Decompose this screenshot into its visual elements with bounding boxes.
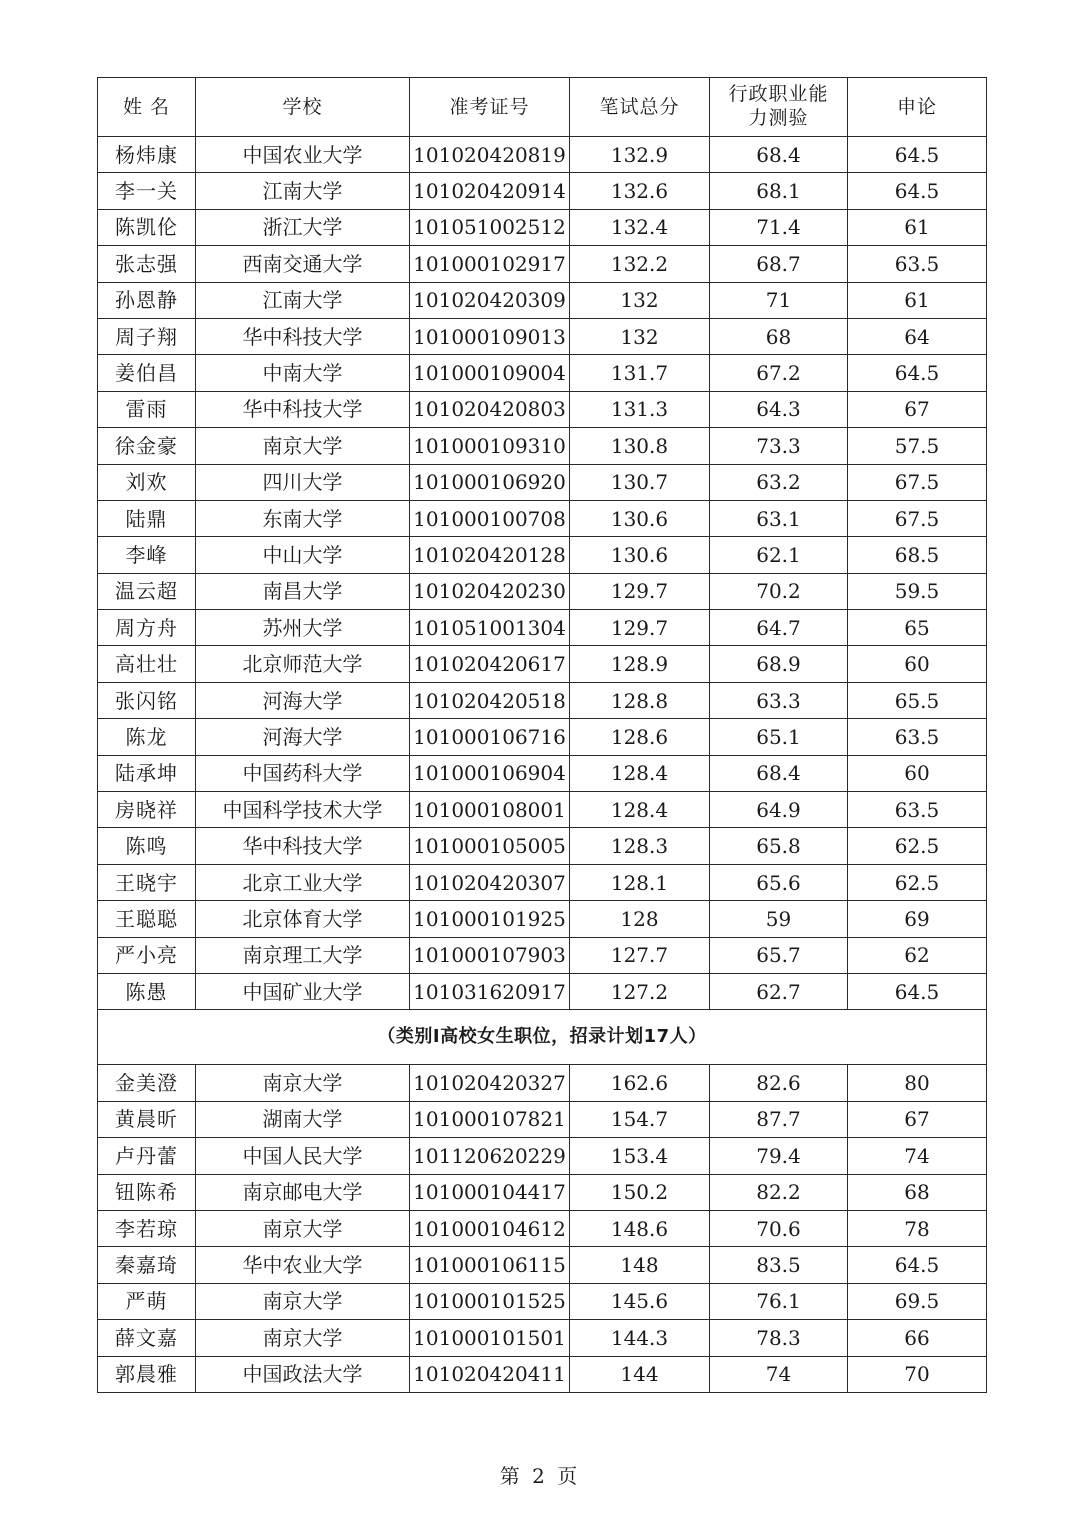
table-body [98, 137, 987, 1393]
cell-school: 中国科学技术大学 [196, 792, 410, 828]
cell-name: 孙恩静 [98, 282, 196, 318]
cell-exam-id: 101051002512 [410, 209, 570, 245]
cell-school: 北京工业大学 [196, 864, 410, 900]
table-row [98, 1247, 987, 1283]
cell-total: 130.7 [570, 464, 710, 500]
cell-exam-id: 101020420128 [410, 537, 570, 573]
cell-name: 卢丹蕾 [98, 1138, 196, 1174]
cell-school: 东南大学 [196, 500, 410, 536]
cell-shenlun: 64.5 [848, 137, 987, 173]
cell-xingce: 63.3 [710, 682, 848, 718]
cell-total: 144 [570, 1356, 710, 1392]
cell-exam-id: 101020420230 [410, 573, 570, 609]
table-row [98, 1320, 987, 1356]
table-row [98, 282, 987, 318]
cell-exam-id: 101020420327 [410, 1065, 570, 1101]
cell-name: 周方舟 [98, 610, 196, 646]
header-total: 笔试总分 [570, 78, 710, 137]
cell-school: 南京大学 [196, 428, 410, 464]
table-header [98, 78, 987, 137]
cell-name: 黄晨昕 [98, 1101, 196, 1137]
cell-total: 130.6 [570, 500, 710, 536]
cell-name: 周子翔 [98, 318, 196, 354]
table-row [98, 1210, 987, 1246]
cell-name: 温云超 [98, 573, 196, 609]
cell-name: 陆承坤 [98, 755, 196, 791]
cell-school: 江南大学 [196, 173, 410, 209]
cell-exam-id: 101020420803 [410, 391, 570, 427]
cell-xingce: 65.1 [710, 719, 848, 755]
cell-name: 陆鼎 [98, 500, 196, 536]
cell-name: 金美澄 [98, 1065, 196, 1101]
cell-name: 李若琼 [98, 1210, 196, 1246]
cell-xingce: 64.9 [710, 792, 848, 828]
cell-name: 李一关 [98, 173, 196, 209]
cell-name: 刘欢 [98, 464, 196, 500]
cell-shenlun: 63.5 [848, 246, 987, 282]
table-row [98, 137, 987, 173]
cell-shenlun: 69.5 [848, 1283, 987, 1319]
cell-total: 129.7 [570, 573, 710, 609]
table-row [98, 573, 987, 609]
cell-xingce: 71 [710, 282, 848, 318]
cell-school: 河海大学 [196, 719, 410, 755]
cell-school: 中国药科大学 [196, 755, 410, 791]
cell-exam-id: 101000106115 [410, 1247, 570, 1283]
cell-total: 131.3 [570, 391, 710, 427]
page-number: 第 2 页 [499, 1464, 581, 1488]
table-row [98, 864, 987, 900]
cell-total: 145.6 [570, 1283, 710, 1319]
header-row [98, 78, 987, 137]
cell-xingce: 71.4 [710, 209, 848, 245]
table-row [98, 1356, 987, 1392]
cell-school: 北京体育大学 [196, 901, 410, 937]
header-school: 学校 [196, 78, 410, 137]
cell-name: 陈鸣 [98, 828, 196, 864]
cell-total: 150.2 [570, 1174, 710, 1210]
cell-xingce: 65.7 [710, 937, 848, 973]
cell-shenlun: 57.5 [848, 428, 987, 464]
table-row [98, 318, 987, 354]
cell-exam-id: 101000108001 [410, 792, 570, 828]
cell-exam-id: 101000109013 [410, 318, 570, 354]
cell-xingce: 65.8 [710, 828, 848, 864]
cell-name: 杨炜康 [98, 137, 196, 173]
cell-xingce: 64.3 [710, 391, 848, 427]
table-row [98, 464, 987, 500]
cell-total: 128.8 [570, 682, 710, 718]
table-row [98, 1174, 987, 1210]
cell-exam-id: 101000106920 [410, 464, 570, 500]
cell-exam-id: 101000100708 [410, 500, 570, 536]
cell-exam-id: 101051001304 [410, 610, 570, 646]
cell-exam-id: 101000101501 [410, 1320, 570, 1356]
cell-shenlun: 60 [848, 755, 987, 791]
table-row [98, 682, 987, 718]
table-row [98, 246, 987, 282]
header-shenlun: 申论 [848, 78, 987, 137]
cell-school: 华中科技大学 [196, 828, 410, 864]
cell-school: 华中科技大学 [196, 391, 410, 427]
cell-exam-id: 101000104417 [410, 1174, 570, 1210]
cell-shenlun: 62.5 [848, 864, 987, 900]
cell-school: 南昌大学 [196, 573, 410, 609]
cell-xingce: 63.1 [710, 500, 848, 536]
cell-total: 128.4 [570, 755, 710, 791]
table-row [98, 428, 987, 464]
cell-exam-id: 101020420617 [410, 646, 570, 682]
cell-xingce: 65.6 [710, 864, 848, 900]
cell-total: 148.6 [570, 1210, 710, 1246]
cell-xingce: 76.1 [710, 1283, 848, 1319]
cell-shenlun: 67 [848, 391, 987, 427]
cell-exam-id: 101020420309 [410, 282, 570, 318]
cell-shenlun: 68.5 [848, 537, 987, 573]
table-row [98, 792, 987, 828]
cell-xingce: 82.6 [710, 1065, 848, 1101]
cell-xingce: 62.1 [710, 537, 848, 573]
cell-shenlun: 64.5 [848, 173, 987, 209]
cell-shenlun: 68 [848, 1174, 987, 1210]
cell-total: 132 [570, 282, 710, 318]
cell-xingce: 68.7 [710, 246, 848, 282]
cell-name: 王聪聪 [98, 901, 196, 937]
cell-xingce: 68.9 [710, 646, 848, 682]
cell-exam-id: 101020420307 [410, 864, 570, 900]
cell-shenlun: 61 [848, 209, 987, 245]
cell-school: 中国农业大学 [196, 137, 410, 173]
cell-total: 148 [570, 1247, 710, 1283]
cell-school: 中国政法大学 [196, 1356, 410, 1392]
cell-xingce: 87.7 [710, 1101, 848, 1137]
table-row [98, 973, 987, 1009]
cell-school: 南京大学 [196, 1065, 410, 1101]
cell-total: 132.2 [570, 246, 710, 282]
cell-school: 西南交通大学 [196, 246, 410, 282]
cell-total: 128.3 [570, 828, 710, 864]
cell-total: 132 [570, 318, 710, 354]
table-row [98, 828, 987, 864]
score-table [97, 77, 987, 1393]
cell-total: 127.7 [570, 937, 710, 973]
cell-name: 雷雨 [98, 391, 196, 427]
cell-xingce: 83.5 [710, 1247, 848, 1283]
cell-exam-id: 101031620917 [410, 973, 570, 1009]
table-row [98, 610, 987, 646]
table-row [98, 719, 987, 755]
cell-school: 南京理工大学 [196, 937, 410, 973]
cell-exam-id: 101000104612 [410, 1210, 570, 1246]
table-row [98, 1065, 987, 1101]
cell-school: 四川大学 [196, 464, 410, 500]
cell-school: 华中科技大学 [196, 318, 410, 354]
cell-school: 南京邮电大学 [196, 1174, 410, 1210]
cell-school: 中国矿业大学 [196, 973, 410, 1009]
cell-shenlun: 63.5 [848, 792, 987, 828]
table-row [98, 646, 987, 682]
cell-total: 153.4 [570, 1138, 710, 1174]
cell-shenlun: 63.5 [848, 719, 987, 755]
cell-shenlun: 78 [848, 1210, 987, 1246]
cell-exam-id: 101000101525 [410, 1283, 570, 1319]
section-title: （类别I高校女生职位，招录计划17人） [98, 1010, 987, 1065]
cell-xingce: 68.1 [710, 173, 848, 209]
cell-shenlun: 61 [848, 282, 987, 318]
cell-exam-id: 101020420914 [410, 173, 570, 209]
table-row [98, 901, 987, 937]
cell-shenlun: 67.5 [848, 464, 987, 500]
cell-shenlun: 80 [848, 1065, 987, 1101]
cell-total: 144.3 [570, 1320, 710, 1356]
cell-school: 华中农业大学 [196, 1247, 410, 1283]
cell-shenlun: 65.5 [848, 682, 987, 718]
cell-total: 128.9 [570, 646, 710, 682]
cell-school: 江南大学 [196, 282, 410, 318]
cell-exam-id: 101000101925 [410, 901, 570, 937]
table-row [98, 391, 987, 427]
cell-xingce: 63.2 [710, 464, 848, 500]
cell-xingce: 68.4 [710, 755, 848, 791]
cell-exam-id: 101120620229 [410, 1138, 570, 1174]
cell-total: 128.1 [570, 864, 710, 900]
cell-total: 154.7 [570, 1101, 710, 1137]
table-row [98, 500, 987, 536]
cell-shenlun: 64.5 [848, 1247, 987, 1283]
cell-name: 高壮壮 [98, 646, 196, 682]
cell-shenlun: 65 [848, 610, 987, 646]
cell-name: 薛文嘉 [98, 1320, 196, 1356]
cell-shenlun: 67.5 [848, 500, 987, 536]
cell-xingce: 79.4 [710, 1138, 848, 1174]
cell-school: 中山大学 [196, 537, 410, 573]
cell-shenlun: 70 [848, 1356, 987, 1392]
cell-exam-id: 101020420819 [410, 137, 570, 173]
cell-exam-id: 101000102917 [410, 246, 570, 282]
table-row [98, 537, 987, 573]
cell-xingce: 74 [710, 1356, 848, 1392]
cell-exam-id: 101020420411 [410, 1356, 570, 1392]
cell-total: 131.7 [570, 355, 710, 391]
table-row [98, 937, 987, 973]
table-row [98, 173, 987, 209]
cell-school: 南京大学 [196, 1320, 410, 1356]
cell-total: 128 [570, 901, 710, 937]
cell-total: 128.4 [570, 792, 710, 828]
cell-school: 河海大学 [196, 682, 410, 718]
cell-xingce: 78.3 [710, 1320, 848, 1356]
cell-name: 李峰 [98, 537, 196, 573]
cell-name: 严萌 [98, 1283, 196, 1319]
cell-name: 钮陈希 [98, 1174, 196, 1210]
cell-shenlun: 66 [848, 1320, 987, 1356]
cell-name: 郭晨雅 [98, 1356, 196, 1392]
cell-xingce: 68 [710, 318, 848, 354]
cell-exam-id: 101000105005 [410, 828, 570, 864]
cell-exam-id: 101000109004 [410, 355, 570, 391]
table-row [98, 355, 987, 391]
cell-name: 姜伯昌 [98, 355, 196, 391]
cell-name: 徐金豪 [98, 428, 196, 464]
cell-total: 162.6 [570, 1065, 710, 1101]
cell-shenlun: 59.5 [848, 573, 987, 609]
cell-exam-id: 101000107821 [410, 1101, 570, 1137]
cell-total: 132.6 [570, 173, 710, 209]
cell-shenlun: 64.5 [848, 973, 987, 1009]
cell-xingce: 70.2 [710, 573, 848, 609]
cell-total: 130.6 [570, 537, 710, 573]
cell-exam-id: 101000109310 [410, 428, 570, 464]
cell-xingce: 73.3 [710, 428, 848, 464]
header-name: 姓 名 [98, 78, 196, 137]
cell-total: 130.8 [570, 428, 710, 464]
cell-shenlun: 62.5 [848, 828, 987, 864]
cell-xingce: 62.7 [710, 973, 848, 1009]
cell-total: 128.6 [570, 719, 710, 755]
table-row [98, 209, 987, 245]
cell-exam-id: 101000106716 [410, 719, 570, 755]
cell-shenlun: 60 [848, 646, 987, 682]
table-row [98, 755, 987, 791]
cell-name: 严小亮 [98, 937, 196, 973]
cell-xingce: 67.2 [710, 355, 848, 391]
table-row [98, 1283, 987, 1319]
cell-shenlun: 67 [848, 1101, 987, 1137]
cell-exam-id: 101020420518 [410, 682, 570, 718]
cell-total: 127.2 [570, 973, 710, 1009]
cell-school: 湖南大学 [196, 1101, 410, 1137]
cell-name: 秦嘉琦 [98, 1247, 196, 1283]
cell-name: 王晓宇 [98, 864, 196, 900]
cell-school: 浙江大学 [196, 209, 410, 245]
cell-total: 129.7 [570, 610, 710, 646]
cell-school: 苏州大学 [196, 610, 410, 646]
cell-name: 陈愚 [98, 973, 196, 1009]
cell-shenlun: 64.5 [848, 355, 987, 391]
cell-name: 张闪铭 [98, 682, 196, 718]
cell-school: 中国人民大学 [196, 1138, 410, 1174]
cell-exam-id: 101000107903 [410, 937, 570, 973]
cell-xingce: 68.4 [710, 137, 848, 173]
cell-xingce: 59 [710, 901, 848, 937]
header-xingce: 行政职业能力测验 [710, 78, 848, 137]
cell-name: 张志强 [98, 246, 196, 282]
cell-shenlun: 64 [848, 318, 987, 354]
table-row [98, 1101, 987, 1137]
cell-xingce: 82.2 [710, 1174, 848, 1210]
cell-exam-id: 101000106904 [410, 755, 570, 791]
cell-xingce: 70.6 [710, 1210, 848, 1246]
cell-total: 132.9 [570, 137, 710, 173]
cell-total: 132.4 [570, 209, 710, 245]
header-exam-id: 准考证号 [410, 78, 570, 137]
table-row [98, 1138, 987, 1174]
cell-shenlun: 74 [848, 1138, 987, 1174]
cell-name: 陈凯伦 [98, 209, 196, 245]
cell-name: 陈龙 [98, 719, 196, 755]
cell-shenlun: 62 [848, 937, 987, 973]
cell-school: 南京大学 [196, 1283, 410, 1319]
cell-name: 房晓祥 [98, 792, 196, 828]
section-row [98, 1010, 987, 1065]
cell-school: 中南大学 [196, 355, 410, 391]
cell-shenlun: 69 [848, 901, 987, 937]
cell-school: 南京大学 [196, 1210, 410, 1246]
cell-xingce: 64.7 [710, 610, 848, 646]
cell-school: 北京师范大学 [196, 646, 410, 682]
